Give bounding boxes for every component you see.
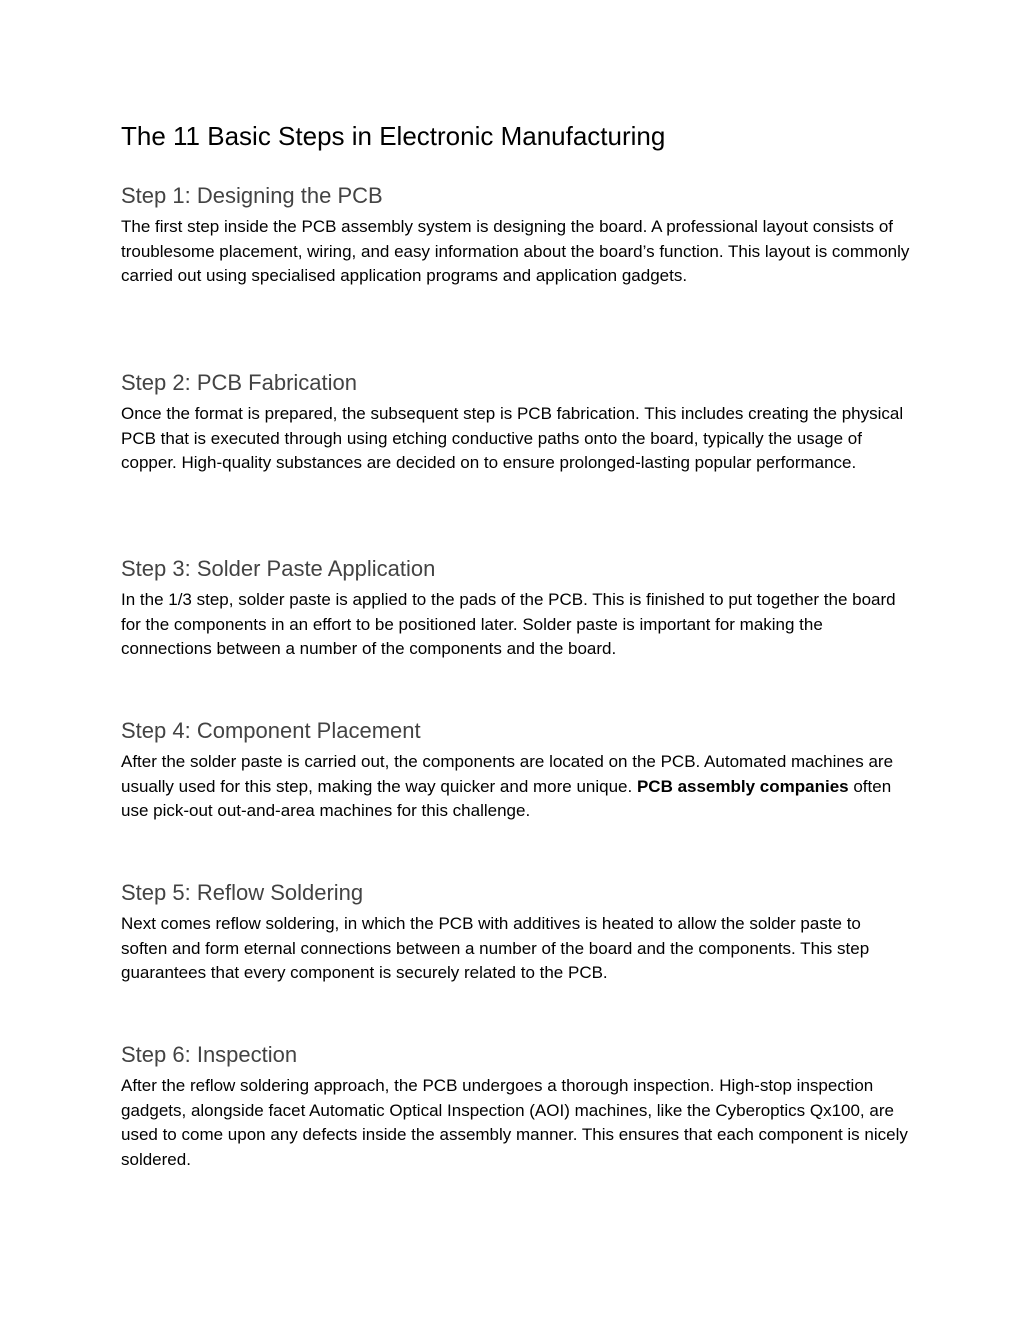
step-heading: Step 4: Component Placement <box>121 718 421 743</box>
step-paragraph: Once the format is prepared, the subsequent step is PCB fabrication. This includes creating the physical PCB that is executed through using etching conductive paths onto the board, typically the usage of copper. High-quality substances are decided on to ensure prolonged-lasting popular performance. <box>121 404 904 472</box>
step-section <box>121 182 911 289</box>
step-section <box>121 555 911 662</box>
step-paragraph <box>121 750 911 824</box>
step-paragraph: Next comes reflow soldering, in which the PCB with additives is heated to allow the solder paste to soften and form eternal connections between a number of the board and the components. This step guarantees that every component is securely related to the PCB. <box>121 914 870 982</box>
step-heading: Step 1: Designing the PCB <box>121 183 383 208</box>
document-title: The 11 Basic Steps in Electronic Manufacturing <box>121 121 666 151</box>
step-section <box>121 717 911 824</box>
step-paragraph: The first step inside the PCB assembly system is designing the board. A professional layout consists of troublesome placement, wiring, and easy information about the board’s function. This layout is commonly carried out using specialised application programs and application gadgets. <box>121 217 910 285</box>
step-paragraph-text: After the solder paste is carried out, the components are located on the PCB. Automated machines are usually used for this step, making the way quicker and more unique. <box>121 752 894 796</box>
step-heading: Step 6: Inspection <box>121 1042 298 1067</box>
step-section <box>121 879 911 986</box>
step-section <box>121 369 911 476</box>
step-heading: Step 5: Reflow Soldering <box>121 880 364 905</box>
step-heading: Step 2: PCB Fabrication <box>121 370 358 395</box>
step-section <box>121 1041 911 1172</box>
step-paragraph: In the 1/3 step, solder paste is applied to the pads of the PCB. This is finished to put together the board for the components in an effort to be positioned later. Solder paste is important for making the connections between a number of the components and the board. <box>121 590 896 658</box>
step-paragraph: After the reflow soldering approach, the PCB undergoes a thorough inspection. High-stop inspection gadgets, alongside facet Automatic Optical Inspection (AOI) machines, like the Cyberoptics Qx100, are used to come upon any defects inside the assembly manner. This ensures that each component is nicely soldered. <box>121 1076 908 1169</box>
bold-phrase: PCB assembly companies <box>636 776 849 796</box>
step-paragraph-text: often use pick-out out-and-area machines for this challenge. <box>121 776 892 820</box>
step-heading: Step 3: Solder Paste Application <box>121 556 436 581</box>
